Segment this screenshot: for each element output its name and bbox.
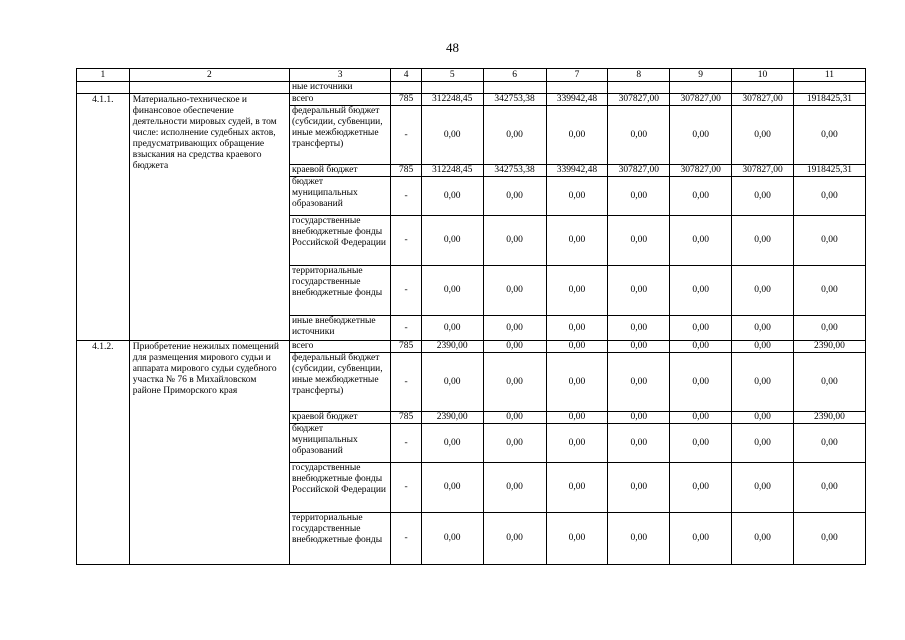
amount-cell: 0,00 — [546, 463, 608, 513]
ministry-code: - — [391, 463, 421, 513]
empty-cell — [793, 82, 865, 94]
item-code: 4.1.1. — [77, 94, 130, 341]
amount-cell: 0,00 — [732, 341, 794, 353]
ministry-code: - — [391, 316, 421, 341]
column-number-row — [77, 69, 866, 82]
amount-cell: 0,00 — [670, 463, 732, 513]
amount-cell: 339942,48 — [546, 165, 608, 177]
amount-cell: 0,00 — [732, 513, 794, 565]
column-number: 1 — [77, 69, 130, 82]
column-number: 5 — [421, 69, 483, 82]
amount-cell: 0,00 — [670, 316, 732, 341]
amount-cell: 0,00 — [732, 463, 794, 513]
table-row — [77, 94, 866, 106]
amount-cell: 0,00 — [421, 266, 483, 316]
amount-cell: 0,00 — [608, 353, 670, 412]
table-body — [77, 69, 866, 565]
amount-cell: 0,00 — [421, 353, 483, 412]
amount-cell: 0,00 — [546, 177, 608, 216]
amount-cell: 0,00 — [670, 266, 732, 316]
amount-cell: 0,00 — [608, 177, 670, 216]
funding-source: бюджет муниципальных образований — [289, 424, 390, 463]
amount-cell: 342753,38 — [483, 94, 546, 106]
amount-cell: 0,00 — [608, 463, 670, 513]
amount-cell: 0,00 — [483, 316, 546, 341]
amount-cell: 307827,00 — [732, 94, 794, 106]
funding-source: федеральный бюджет (субсидии, субвенции, иные межбюджетные трансферты) — [289, 106, 390, 165]
amount-cell: 0,00 — [421, 106, 483, 165]
funding-source: всего — [289, 94, 390, 106]
amount-cell: 2390,00 — [421, 412, 483, 424]
amount-cell: 0,00 — [732, 106, 794, 165]
funding-source: всего — [289, 341, 390, 353]
amount-cell: 0,00 — [670, 513, 732, 565]
amount-cell: 0,00 — [670, 341, 732, 353]
empty-cell — [546, 82, 608, 94]
amount-cell: 0,00 — [421, 177, 483, 216]
ministry-code: - — [391, 106, 421, 165]
amount-cell: 0,00 — [421, 513, 483, 565]
amount-cell: 0,00 — [546, 513, 608, 565]
funding-source: государственные внебюджетные фонды Российской Федерации — [289, 216, 390, 266]
ministry-code: 785 — [391, 165, 421, 177]
amount-cell: 0,00 — [483, 412, 546, 424]
amount-cell: 0,00 — [546, 341, 608, 353]
amount-cell: 0,00 — [793, 424, 865, 463]
page-number: 48 — [446, 40, 459, 55]
amount-cell: 2390,00 — [421, 341, 483, 353]
funding-source: бюджет муниципальных образований — [289, 177, 390, 216]
amount-cell: 0,00 — [732, 177, 794, 216]
amount-cell: 0,00 — [793, 463, 865, 513]
amount-cell: 0,00 — [421, 316, 483, 341]
amount-cell: 0,00 — [546, 216, 608, 266]
amount-cell: 0,00 — [732, 424, 794, 463]
column-number: 7 — [546, 69, 608, 82]
carryover-row — [77, 82, 866, 94]
funding-source: федеральный бюджет (субсидии, субвенции, иные межбюджетные трансферты) — [289, 353, 390, 412]
amount-cell: 0,00 — [546, 266, 608, 316]
amount-cell: 0,00 — [793, 216, 865, 266]
column-number: 4 — [391, 69, 421, 82]
amount-cell: 307827,00 — [670, 94, 732, 106]
amount-cell: 2390,00 — [793, 341, 865, 353]
ministry-code: - — [391, 216, 421, 266]
item-code: 4.1.2. — [77, 341, 130, 565]
amount-cell: 0,00 — [670, 353, 732, 412]
amount-cell: 0,00 — [483, 266, 546, 316]
funding-source: государственные внебюджетные фонды Российской Федерации — [289, 463, 390, 513]
column-number: 9 — [670, 69, 732, 82]
amount-cell: 0,00 — [793, 106, 865, 165]
empty-cell — [608, 82, 670, 94]
amount-cell: 0,00 — [793, 513, 865, 565]
amount-cell: 0,00 — [546, 424, 608, 463]
amount-cell: 0,00 — [483, 513, 546, 565]
ministry-code: - — [391, 424, 421, 463]
funding-source: иные внебюджетные источники — [289, 316, 390, 341]
amount-cell: 0,00 — [670, 177, 732, 216]
amount-cell: 0,00 — [546, 412, 608, 424]
amount-cell: 0,00 — [546, 106, 608, 165]
amount-cell: 0,00 — [732, 353, 794, 412]
funding-source: краевой бюджет — [289, 165, 390, 177]
amount-cell: 0,00 — [608, 513, 670, 565]
empty-cell — [421, 82, 483, 94]
amount-cell: 0,00 — [670, 216, 732, 266]
empty-cell — [732, 82, 794, 94]
amount-cell: 0,00 — [608, 106, 670, 165]
amount-cell: 0,00 — [483, 463, 546, 513]
column-number: 10 — [732, 69, 794, 82]
ministry-code: 785 — [391, 412, 421, 424]
column-number: 8 — [608, 69, 670, 82]
empty-cell — [77, 82, 130, 94]
amount-cell: 0,00 — [608, 424, 670, 463]
amount-cell: 0,00 — [608, 412, 670, 424]
amount-cell: 0,00 — [608, 341, 670, 353]
amount-cell: 0,00 — [670, 106, 732, 165]
empty-cell — [391, 82, 421, 94]
amount-cell: 0,00 — [732, 412, 794, 424]
carryover-source: ные источники — [289, 82, 390, 94]
amount-cell: 0,00 — [483, 216, 546, 266]
empty-cell — [129, 82, 289, 94]
ministry-code: - — [391, 353, 421, 412]
amount-cell: 0,00 — [421, 424, 483, 463]
empty-cell — [483, 82, 546, 94]
funding-source: краевой бюджет — [289, 412, 390, 424]
amount-cell: 0,00 — [483, 177, 546, 216]
item-name: Приобретение нежилых помещений для размещения мирового судьи и аппарата мирового судьи судебного участка № 76 в Михайловском районе Приморского края — [129, 341, 289, 565]
amount-cell: 339942,48 — [546, 94, 608, 106]
column-number: 11 — [793, 69, 865, 82]
amount-cell: 0,00 — [670, 412, 732, 424]
column-number: 3 — [289, 69, 390, 82]
amount-cell: 0,00 — [483, 424, 546, 463]
table-row — [77, 341, 866, 353]
amount-cell: 342753,38 — [483, 165, 546, 177]
amount-cell: 0,00 — [483, 353, 546, 412]
budget-table — [76, 68, 866, 565]
amount-cell: 2390,00 — [793, 412, 865, 424]
ministry-code: - — [391, 177, 421, 216]
amount-cell: 0,00 — [546, 353, 608, 412]
amount-cell: 0,00 — [793, 266, 865, 316]
amount-cell: 0,00 — [732, 266, 794, 316]
amount-cell: 0,00 — [793, 316, 865, 341]
funding-source: территориальные государственные внебюджетные фонды — [289, 513, 390, 565]
amount-cell: 307827,00 — [732, 165, 794, 177]
amount-cell: 307827,00 — [608, 165, 670, 177]
amount-cell: 0,00 — [732, 216, 794, 266]
amount-cell: 0,00 — [483, 106, 546, 165]
amount-cell: 0,00 — [421, 463, 483, 513]
amount-cell: 0,00 — [793, 353, 865, 412]
amount-cell: 312248,45 — [421, 165, 483, 177]
amount-cell: 0,00 — [732, 316, 794, 341]
amount-cell: 1918425,31 — [793, 94, 865, 106]
amount-cell: 0,00 — [483, 341, 546, 353]
amount-cell: 0,00 — [421, 216, 483, 266]
funding-source: территориальные государственные внебюджетные фонды — [289, 266, 390, 316]
amount-cell: 1918425,31 — [793, 165, 865, 177]
column-number: 6 — [483, 69, 546, 82]
ministry-code: 785 — [391, 94, 421, 106]
ministry-code: 785 — [391, 341, 421, 353]
amount-cell: 312248,45 — [421, 94, 483, 106]
ministry-code: - — [391, 266, 421, 316]
amount-cell: 307827,00 — [670, 165, 732, 177]
amount-cell: 0,00 — [608, 316, 670, 341]
amount-cell: 0,00 — [546, 316, 608, 341]
ministry-code: - — [391, 513, 421, 565]
empty-cell — [670, 82, 732, 94]
column-number: 2 — [129, 69, 289, 82]
amount-cell: 0,00 — [670, 424, 732, 463]
amount-cell: 307827,00 — [608, 94, 670, 106]
item-name: Материально-техническое и финансовое обеспечение деятельности мировых судей, в том числе: исполнение судебных актов, предусматривающих обращение взыскания на средства краевого бюджета — [129, 94, 289, 341]
amount-cell: 0,00 — [608, 216, 670, 266]
amount-cell: 0,00 — [793, 177, 865, 216]
amount-cell: 0,00 — [608, 266, 670, 316]
